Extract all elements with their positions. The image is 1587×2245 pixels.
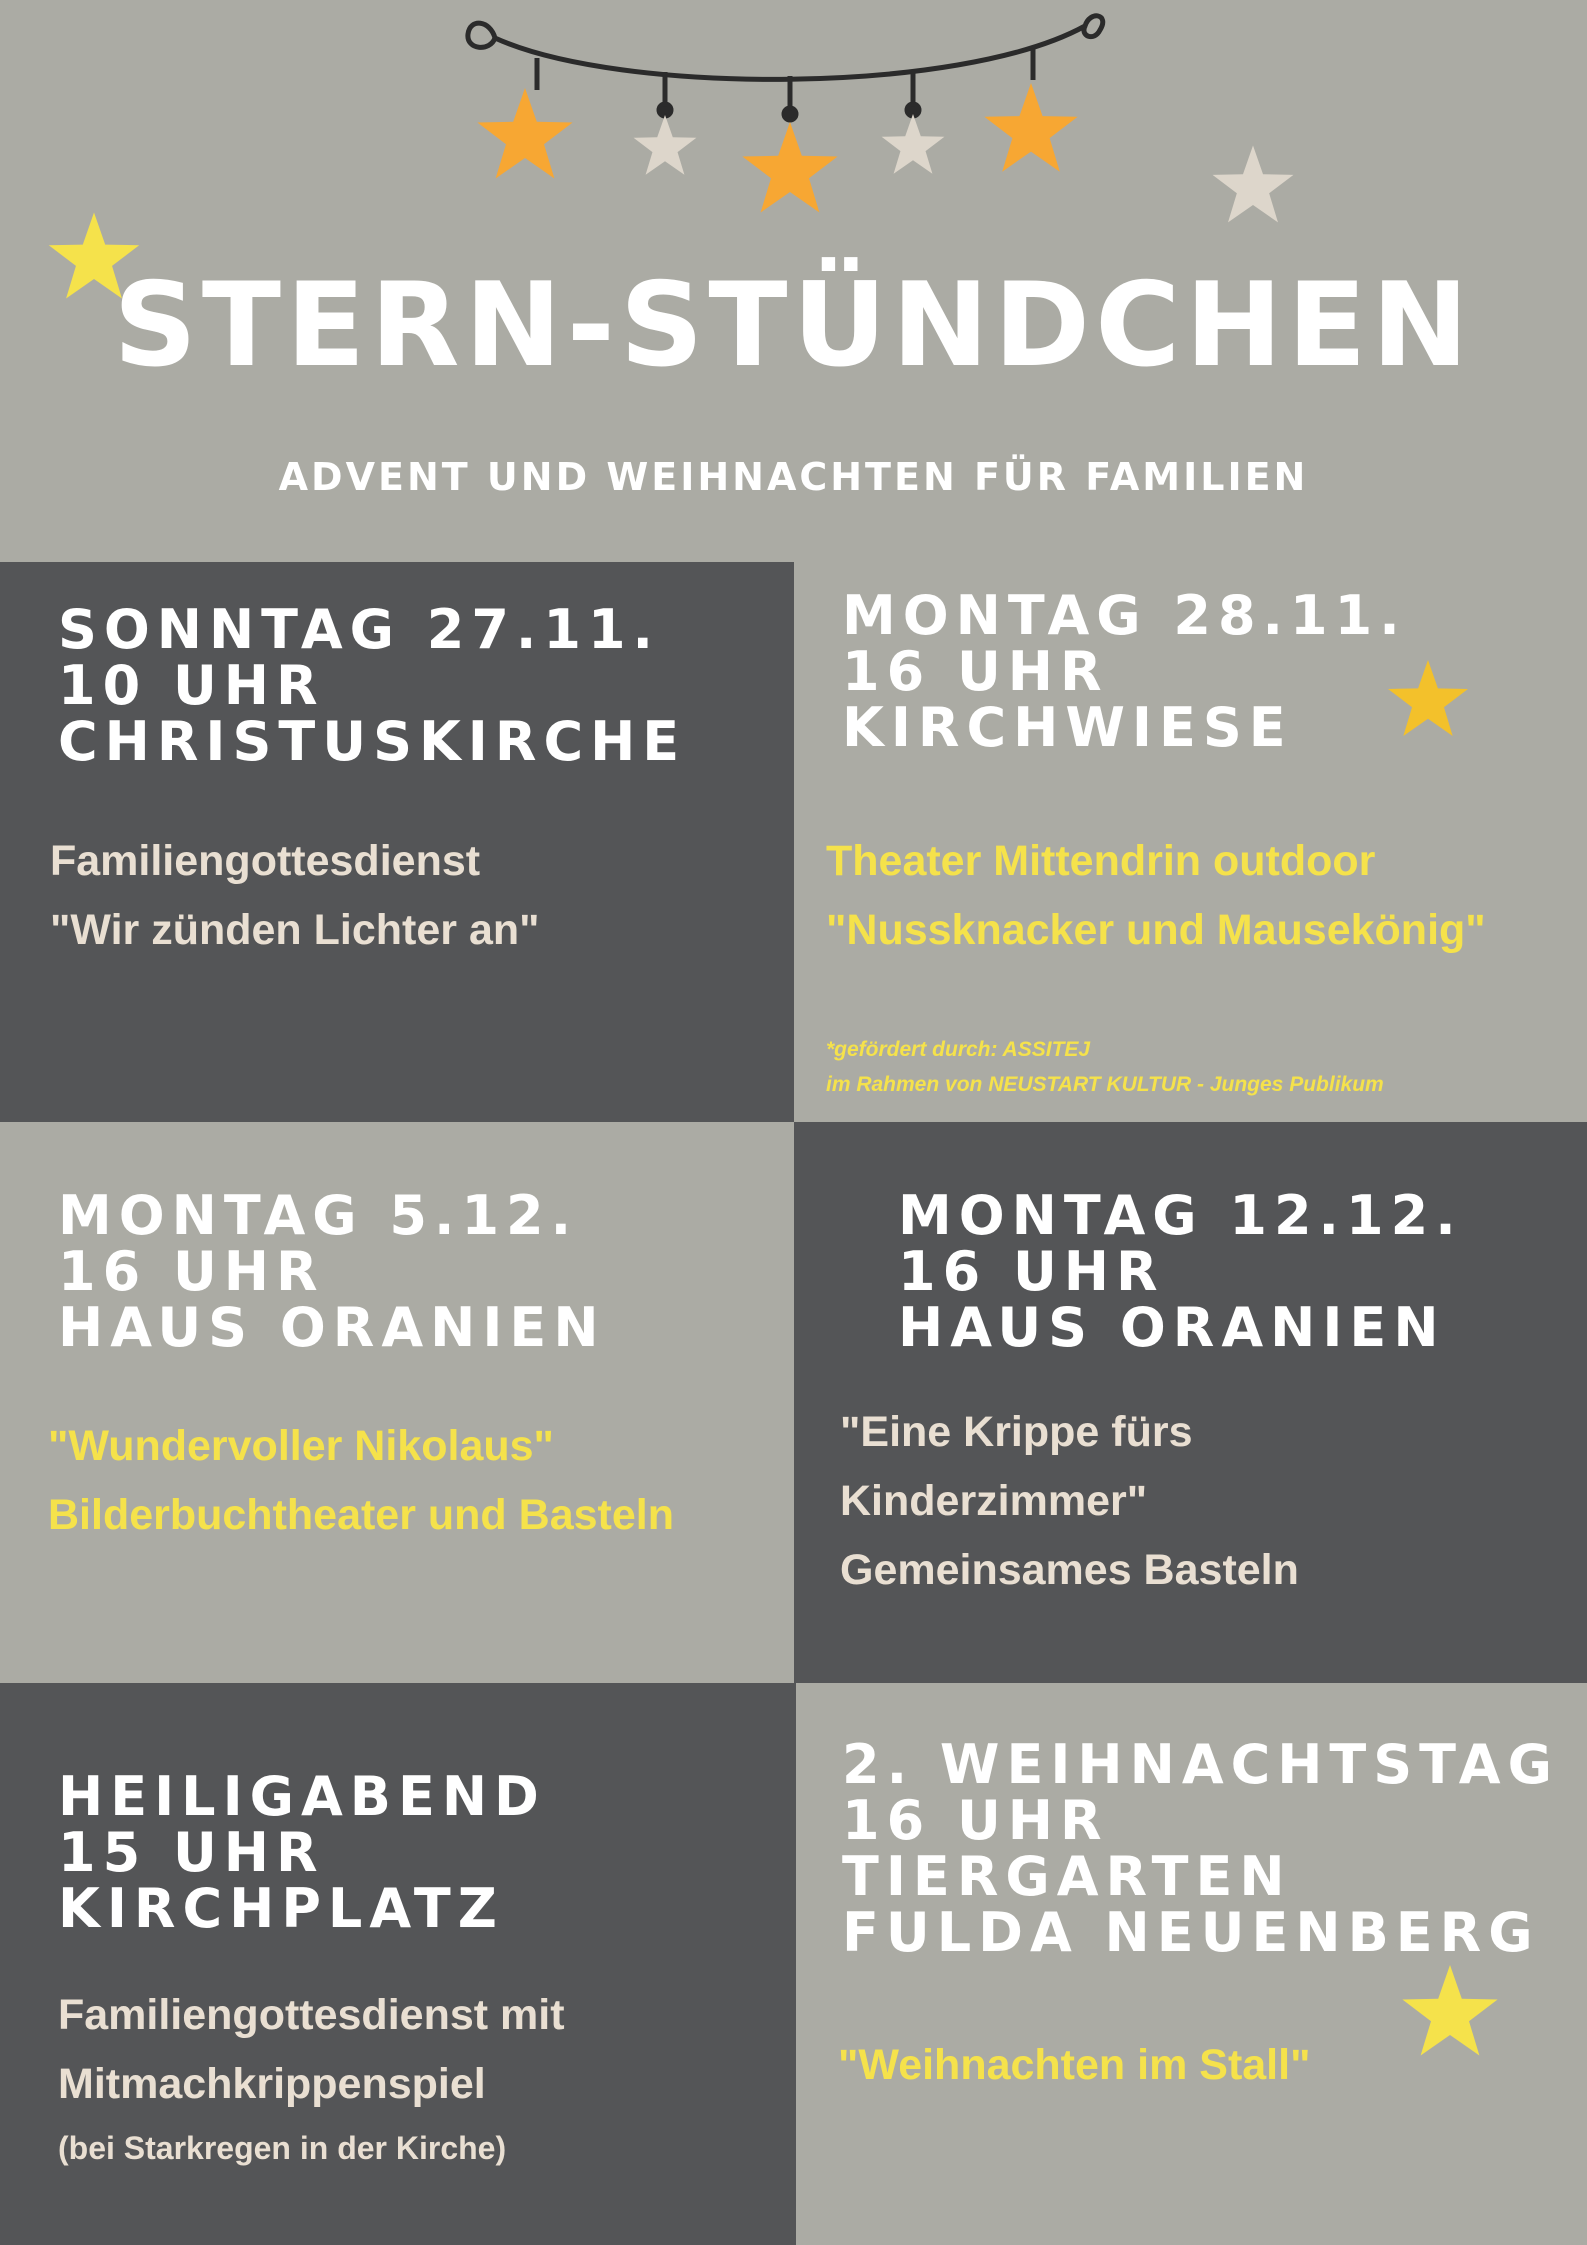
- event-heading: MONTAG 5.12. 16 UHR HAUS ORANIEN: [58, 1184, 606, 1359]
- event-heading: 2. WEIHNACHTSTAG 16 UHR TIERGARTEN FULDA NEUENBERG: [842, 1733, 1559, 1964]
- event-card-montag-2811: [794, 562, 1587, 1122]
- rain-note: (bei Starkregen in der Kirche): [58, 2130, 507, 2166]
- page-title: STERN-STÜNDCHEN: [113, 258, 1474, 393]
- event-description: Familiengottesdienst mit Mitmachkrippenspiel: [58, 1991, 565, 2108]
- event-description: "Eine Krippe fürs Kinderzimmer" Gemeinsames Basteln: [840, 1408, 1299, 1594]
- event-description: "Weihnachten im Stall": [838, 2041, 1311, 2089]
- event-description: Familiengottesdienst "Wir zünden Lichter an": [50, 837, 540, 954]
- funding-note: *gefördert durch: ASSITEJ im Rahmen von NEUSTART KULTUR - Junges Publikum: [826, 1038, 1384, 1096]
- star-icon: [1400, 1965, 1500, 2065]
- event-description: Theater Mittendrin outdoor "Nussknacker und Mausekönig": [826, 837, 1486, 954]
- event-card-heiligabend: [0, 1683, 796, 2245]
- event-card-montag-1212: [794, 1122, 1587, 1683]
- event-heading: HEILIGABEND 15 UHR KIRCHPLATZ: [58, 1765, 546, 1940]
- event-card-weihnachtstag: [796, 1683, 1587, 2245]
- event-card-sonntag: [0, 562, 794, 1122]
- event-heading: SONNTAG 27.11. 10 UHR CHRISTUSKIRCHE: [58, 598, 687, 773]
- event-heading: MONTAG 28.11. 16 UHR KIRCHWIESE: [842, 584, 1407, 759]
- header: [0, 0, 1587, 562]
- star-icon: [1386, 660, 1470, 744]
- event-description: "Wundervoller Nikolaus" Bilderbuchtheater und Basteln: [48, 1422, 674, 1539]
- event-heading: MONTAG 12.12. 16 UHR HAUS ORANIEN: [898, 1184, 1463, 1359]
- event-card-montag-0512: [0, 1122, 794, 1683]
- page-subtitle: ADVENT UND WEIHNACHTEN FÜR FAMILIEN: [278, 455, 1309, 499]
